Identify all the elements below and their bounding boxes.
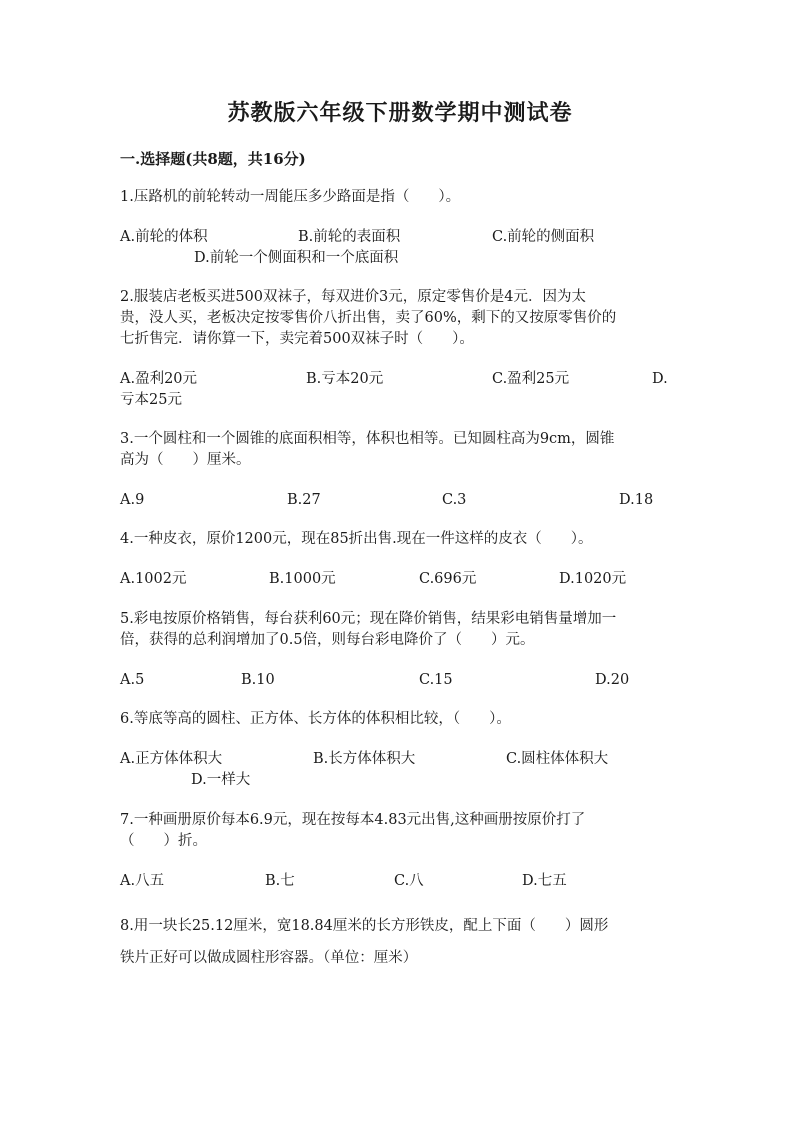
page-title: 苏教版六年级下册数学期中测试卷 [227, 100, 573, 126]
question-text: 贵，没人买，老板决定按零售价八折出售，卖了60%，剩下的又按原零售价的 [120, 310, 617, 326]
question-text: 1.压路机的前轮转动一周能压多少路面是指（ ）。 [120, 189, 461, 205]
question-text: 铁片正好可以做成圆柱形容器。（单位：厘米） [120, 950, 418, 966]
question-7-options-row [120, 871, 680, 892]
option-a: A.八五 [120, 873, 165, 889]
question-text: 6.等底等高的圆柱、正方体、长方体的体积相比较，（ ）。 [120, 711, 511, 727]
question-text: 4.一种皮衣，原价1200元，现在85折出售.现在一件这样的皮衣（ ）。 [120, 531, 593, 547]
option-a: A.正方体体积大 [120, 751, 223, 767]
option-b: B.长方体体积大 [313, 751, 416, 767]
question-7 [120, 810, 680, 852]
question-3 [120, 429, 680, 471]
question-text: 8.用一块长25.12厘米，宽18.84厘米的长方形铁皮，配上下面（ ）圆形 [120, 918, 609, 934]
option-c: C.3 [442, 492, 467, 508]
question-text: 7.一种画册原价每本6.9元，现在按每本4.83元出售,这种画册按原价打了 [120, 812, 586, 828]
question-6 [120, 709, 680, 730]
question-2-options-row-1 [120, 369, 680, 390]
option-d-text: 亏本25元 [120, 392, 182, 408]
option-b: B.七 [265, 873, 295, 889]
question-4-options-row [120, 569, 680, 590]
question-1-options-row-1 [120, 227, 680, 248]
option-c: C.15 [419, 672, 453, 688]
question-text: （ ）折。 [120, 833, 207, 849]
option-a: A.5 [120, 672, 145, 688]
question-text: 2.服装店老板买进500双袜子，每双进价3元，原定零售价是4元．因为太 [120, 289, 586, 305]
option-a: A.1002元 [120, 571, 187, 587]
question-5-options-row [120, 670, 680, 691]
question-5 [120, 609, 680, 651]
option-d: D.一样大 [191, 772, 251, 788]
question-6-options-row-2 [120, 770, 680, 791]
option-c: C.前轮的侧面积 [492, 229, 595, 245]
question-text: 七折售完．请你算一下，卖完着500双袜子时（ ）。 [120, 331, 474, 347]
question-1 [120, 187, 680, 208]
option-b: B.前轮的表面积 [298, 229, 401, 245]
question-text: 5.彩电按原价格销售，每台获利60元；现在降价销售，结果彩电销售量增加一 [120, 611, 617, 627]
question-2 [120, 287, 680, 350]
option-d: D.18 [619, 492, 654, 508]
question-text: 3.一个圆柱和一个圆锥的底面积相等，体积也相等。已知圆柱高为9cm，圆锥 [120, 431, 615, 447]
option-b: B.亏本20元 [306, 371, 384, 387]
question-text: 高为（ ）厘米。 [120, 452, 251, 468]
question-8 [120, 910, 680, 974]
option-a: A.盈利20元 [120, 371, 198, 387]
option-d: D.1020元 [559, 571, 627, 587]
option-a: A.9 [120, 492, 145, 508]
question-1-options-row-2 [120, 248, 680, 269]
question-4 [120, 529, 680, 550]
option-c: C.盈利25元 [492, 371, 570, 387]
option-c: C.八 [394, 873, 424, 889]
section-heading: 一.选择题(共8题，共16分) [120, 150, 306, 168]
question-text: 倍，获得的总利润增加了0.5倍，则每台彩电降价了（ ）元。 [120, 632, 535, 648]
option-d: D. [652, 371, 668, 387]
option-d: D.20 [595, 672, 630, 688]
option-c: C.圆柱体体积大 [506, 751, 609, 767]
option-a: A.前轮的体积 [120, 229, 208, 245]
option-b: B.10 [241, 672, 275, 688]
question-2-options-row-2 [120, 390, 680, 411]
option-d: D.前轮一个侧面积和一个底面积 [194, 250, 399, 266]
option-c: C.696元 [419, 571, 477, 587]
option-b: B.27 [287, 492, 321, 508]
question-6-options-row-1 [120, 749, 680, 770]
question-3-options-row [120, 490, 680, 511]
option-b: B.1000元 [269, 571, 336, 587]
option-d: D.七五 [522, 873, 567, 889]
